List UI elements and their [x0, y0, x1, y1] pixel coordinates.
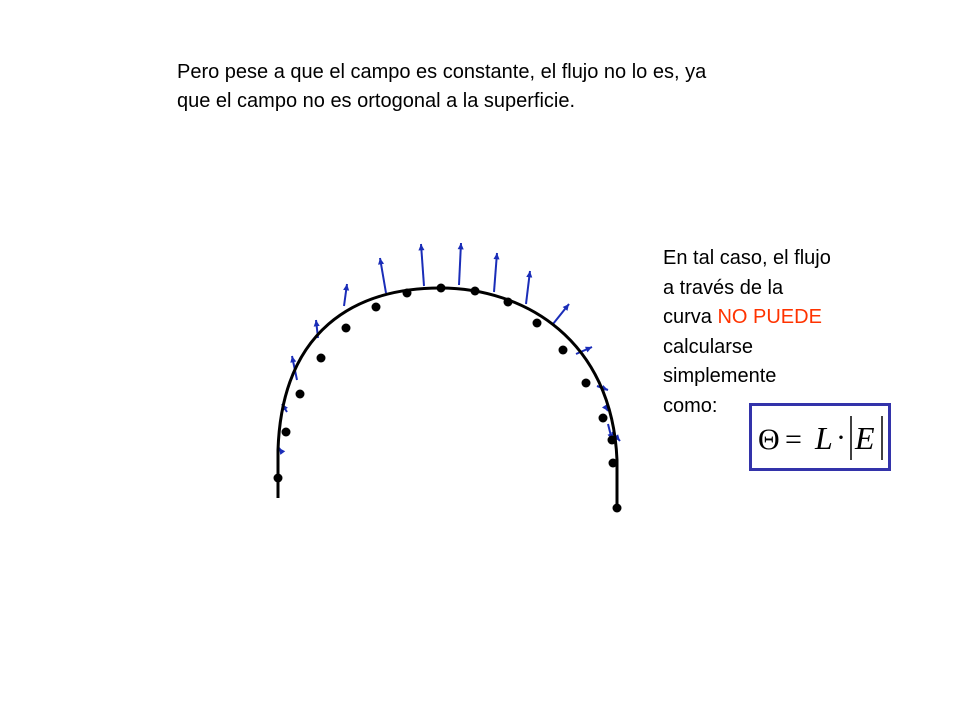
- field-arrow-head: [418, 244, 424, 251]
- formula-dot: ·: [836, 421, 846, 454]
- curve-point: [599, 414, 608, 423]
- field-arrow-shaft: [421, 244, 424, 286]
- side-line-3: [663, 303, 893, 333]
- side-line-2: a través de la: [663, 276, 784, 299]
- curve-point: [559, 346, 568, 355]
- intro-line-1: Pero pese a que el campo es constante, el flujo no lo es, ya: [177, 61, 707, 83]
- side-line-4: calcularse: [663, 335, 754, 358]
- side-line-3-prefix: curva: [663, 306, 718, 329]
- field-arrow-shaft: [459, 243, 461, 285]
- curve-point: [471, 287, 480, 296]
- flux-formula: [752, 406, 888, 468]
- field-arrows: [279, 243, 620, 455]
- side-line-6: como:: [663, 394, 718, 417]
- curve-points: [274, 284, 622, 513]
- curve-point: [608, 436, 617, 445]
- curve-point: [282, 428, 291, 437]
- curve-point: [437, 284, 446, 293]
- curve-point: [296, 390, 305, 399]
- formula-L: L: [815, 420, 833, 456]
- formula-equals: =: [785, 423, 802, 456]
- curve-point: [609, 459, 618, 468]
- flux-formula-box: [749, 403, 891, 471]
- curve-point: [613, 504, 622, 513]
- curve-point: [372, 303, 381, 312]
- field-arrow-head: [458, 243, 464, 249]
- no-puede-highlight: NO PUEDE: [717, 306, 822, 329]
- intro-line-2: que el campo no es ortogonal a la superficie.: [177, 90, 576, 112]
- curve-point: [342, 324, 351, 333]
- formula-theta: Θ: [758, 423, 780, 456]
- curve-point: [504, 298, 513, 307]
- curve-point: [403, 289, 412, 298]
- side-text: [663, 244, 893, 422]
- curve-point: [317, 354, 326, 363]
- field-arrow-head: [279, 448, 285, 455]
- side-line-1: En tal caso, el flujo: [663, 247, 831, 269]
- side-line-5: simplemente: [663, 365, 777, 388]
- curve-point: [582, 379, 591, 388]
- formula-E: E: [855, 420, 875, 456]
- curve-point: [274, 474, 283, 483]
- field-arrow-head: [493, 253, 499, 260]
- curve-point: [533, 319, 542, 328]
- semi-ellipse-curve: [278, 288, 617, 508]
